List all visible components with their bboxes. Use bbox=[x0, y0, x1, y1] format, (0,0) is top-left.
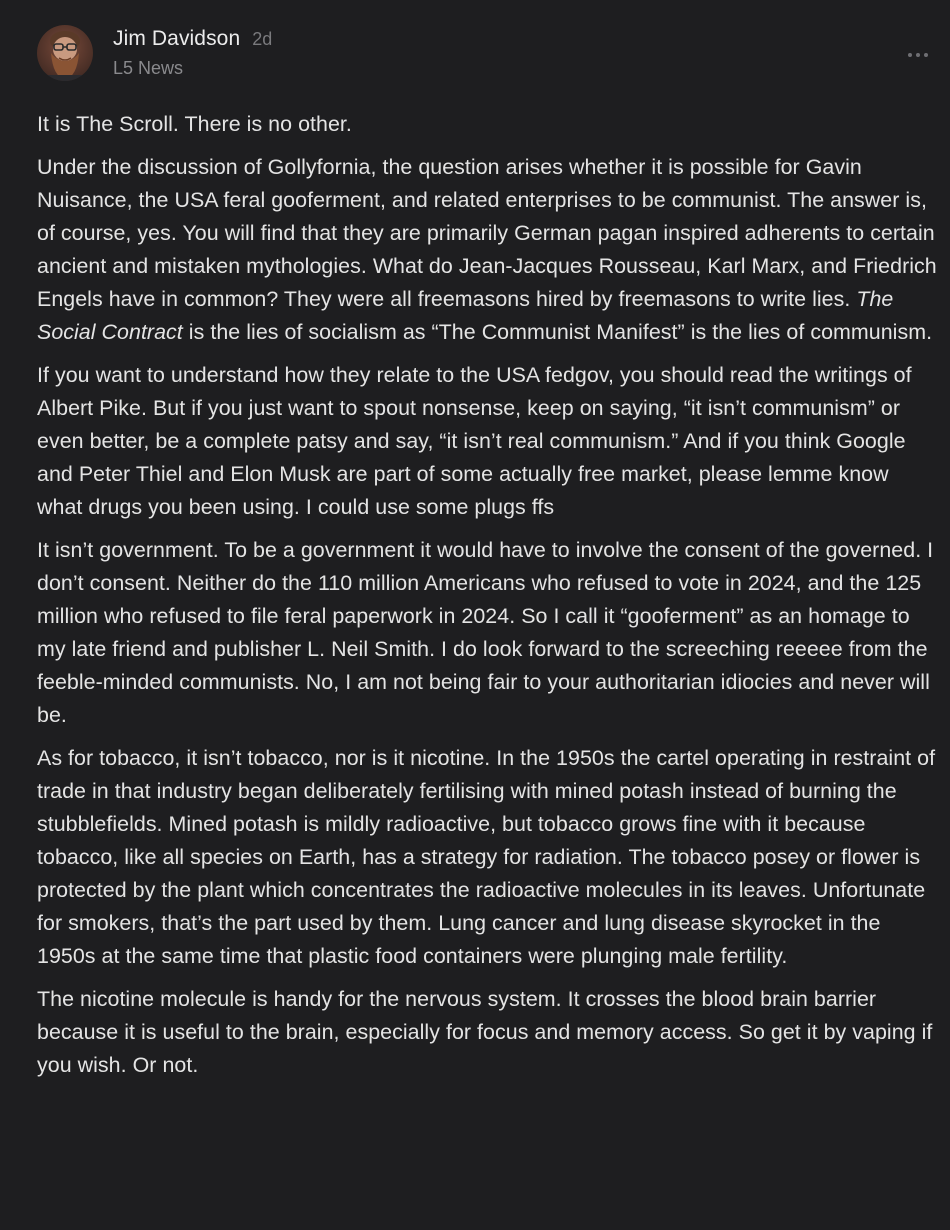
paragraph-2 bbox=[37, 151, 937, 349]
author-avatar[interactable] bbox=[37, 25, 93, 81]
ellipsis-horizontal-icon bbox=[907, 52, 929, 58]
paragraph-2-part-a: Under the discussion of Gollyfornia, the question arises whether it is possible for Gavin Nuisance, the USA feral gooferment, and related enterprises to be communist. The answer is, of course, yes. You will find that they are primarily German pagan inspired adherents to certain ancient and mistaken mythologies. What do Jean-Jacques Rousseau, Karl Marx, and Friedrich Engels have in common? They were all freemasons hired by freemasons to write lies. bbox=[37, 155, 937, 311]
paragraph-2-part-b: is the lies of socialism as “The Communist Manifest” is the lies of communism. bbox=[182, 320, 933, 344]
post-body bbox=[37, 108, 937, 1092]
book-title-social-contract: The Social Contract bbox=[37, 287, 894, 344]
publication-name[interactable]: L5 News bbox=[113, 58, 184, 78]
bearded-man-avatar-icon bbox=[37, 25, 93, 81]
paragraph-4: It isn’t government. To be a government it would have to involve the consent of the governed. I don’t consent. Neither do the 110 million Americans who refused to vote in 2024, and the 125 million who refused to file feral paperwork in 2024. So I call it “gooferment” as an homage to my late friend and publisher L. Neil Smith. I do look forward to the screeching reeeee from the feeble-minded communists. No, I am not being fair to your authoritarian idiocies and never will be. bbox=[37, 538, 934, 727]
post-timestamp[interactable]: 2d bbox=[252, 29, 273, 49]
more-options-button[interactable] bbox=[903, 42, 933, 68]
post-header bbox=[37, 25, 927, 85]
author-name[interactable]: Jim Davidson bbox=[113, 27, 241, 50]
paragraph-1: It is The Scroll. There is no other. bbox=[37, 112, 352, 136]
paragraph-3: If you want to understand how they relate to the USA fedgov, you should read the writings of Albert Pike. But if you just want to spout nonsense, keep on saying, “it isn’t communism” or even better, be a complete patsy and say, “it isn’t real communism.” And if you think Google and Peter Thiel and Elon Musk are part of some actually free market, please lemme know what drugs you been using. I could use some plugs ffs bbox=[37, 363, 912, 519]
paragraph-5: As for tobacco, it isn’t tobacco, nor is it nicotine. In the 1950s the cartel operating in restraint of trade in that industry began deliberately fertilising with mined potash instead of burning the stubblefields. Mined potash is mildly radioactive, but tobacco grows fine with it because tobacco, like all species on Earth, has a strategy for radiation. The tobacco posey or flower is protected by the plant which concentrates the radioactive molecules in its leaves. Unfortunate for smokers, that’s the part used by them. Lung cancer and lung disease skyrocket in the 1950s at the same time that plastic food containers were plunging male fertility. bbox=[37, 746, 936, 968]
paragraph-6: The nicotine molecule is handy for the nervous system. It crosses the blood brain barrier because it is useful to the brain, especially for focus and memory access. So get it by vaping if you wish. Or not. bbox=[37, 987, 933, 1077]
author-block bbox=[113, 27, 272, 79]
